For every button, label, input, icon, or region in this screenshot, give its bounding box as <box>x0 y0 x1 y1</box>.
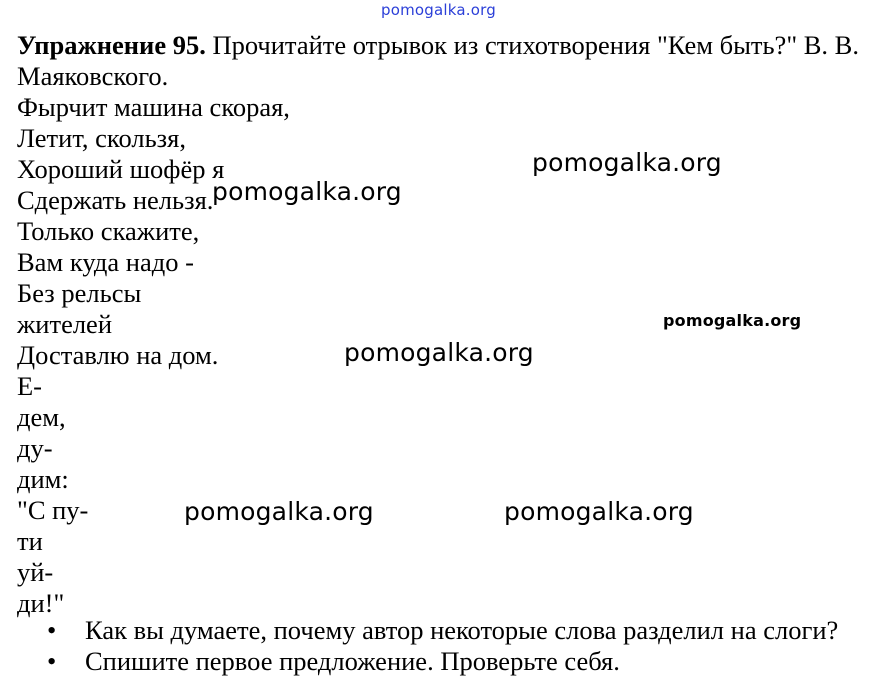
question-item <box>45 615 838 646</box>
poem-line: Хороший шофёр я <box>17 154 225 184</box>
question-item <box>45 646 838 677</box>
poem-line: дим: <box>17 464 69 494</box>
poem-line: дем, <box>17 402 66 432</box>
poem-line: Без рельсы <box>17 278 142 308</box>
poem-line: Летит, скользя, <box>17 123 186 153</box>
question-text: Спишите первое предложение. Проверьте себя. <box>85 646 620 676</box>
poem-line: Фырчит машина скорая, <box>17 92 290 122</box>
poem-line: ду- <box>17 433 53 463</box>
bullet-icon: • <box>47 615 57 645</box>
watermark: pomogalka.org <box>532 148 722 177</box>
poem-line: Е- <box>17 371 43 401</box>
poem-line: жителей <box>17 309 113 339</box>
exercise-header <box>17 30 877 61</box>
poem-line: ди!" <box>17 588 65 618</box>
watermark: pomogalka.org <box>184 497 374 526</box>
watermark: pomogalka.org <box>504 497 694 526</box>
watermark: pomogalka.org <box>663 311 802 330</box>
exercise-instruction: Прочитайте отрывок из стихотворения "Кем быть?" В. В. <box>205 30 859 60</box>
question-text: Как вы думаете, почему автор некоторые слова разделил на слоги? <box>85 615 839 645</box>
question-list <box>45 615 838 677</box>
top-watermark: pomogalka.org <box>381 1 496 19</box>
exercise-number: Упражнение 95. <box>17 30 206 60</box>
poem-line: ти <box>17 526 43 556</box>
exercise-instruction-continued: Маяковского. <box>17 61 169 91</box>
poem-line: Сдержать нельзя. <box>17 185 214 215</box>
poem-line: "С пу- <box>17 495 89 525</box>
poem-line: Вам куда надо - <box>17 247 194 277</box>
poem-line: уй- <box>17 557 54 587</box>
bullet-icon: • <box>47 646 57 676</box>
poem-line: Только скажите, <box>17 216 200 246</box>
watermark: pomogalka.org <box>344 338 534 367</box>
poem-line: Доставлю на дом. <box>17 340 219 370</box>
watermark: pomogalka.org <box>212 177 402 206</box>
